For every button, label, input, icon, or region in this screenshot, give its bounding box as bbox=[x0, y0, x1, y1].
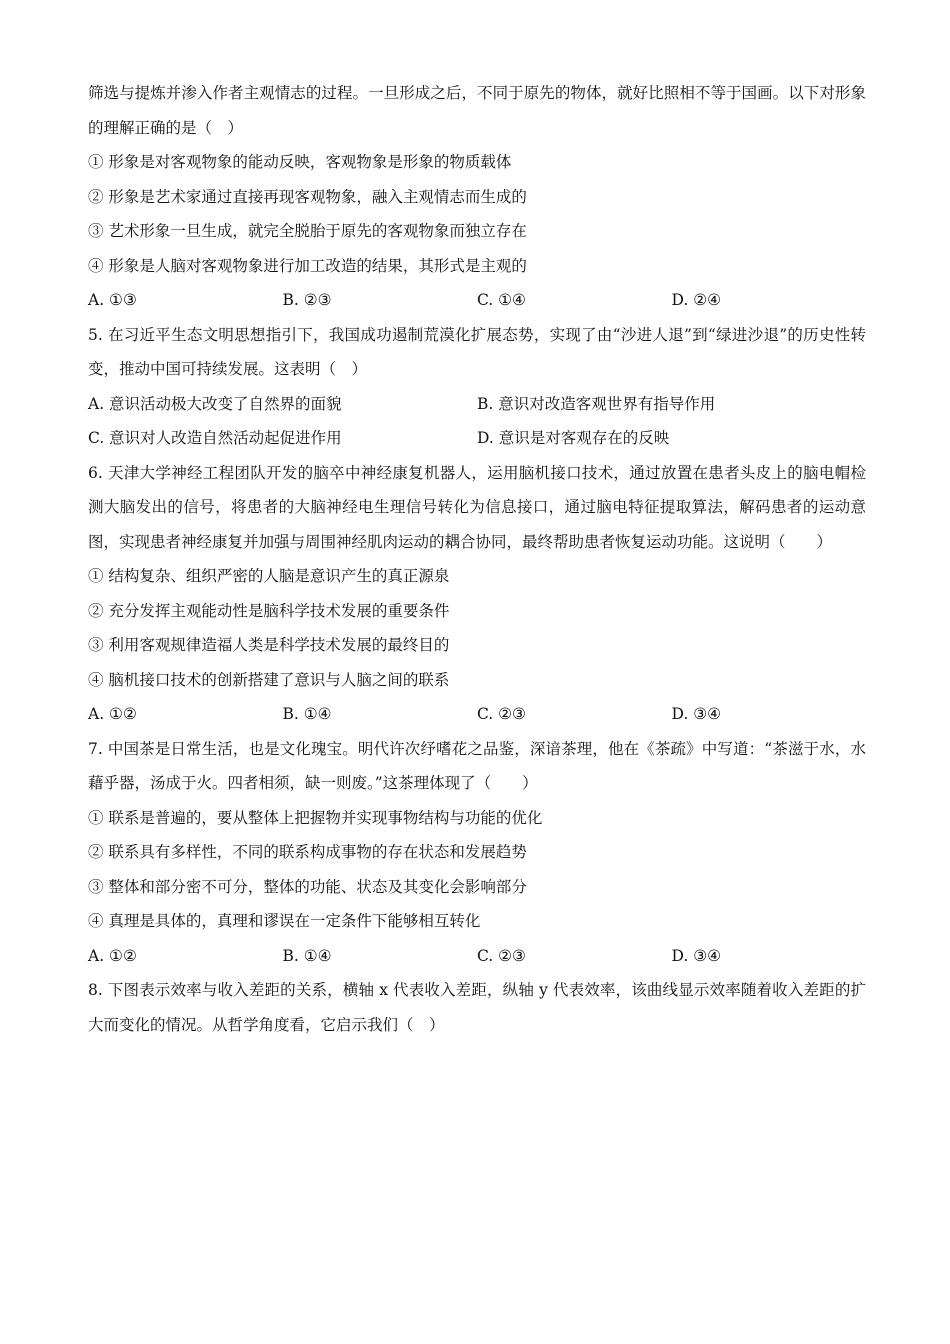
answer-options bbox=[88, 421, 866, 456]
statement-item: ② 充分发挥主观能动性是脑科学技术发展的重要条件 bbox=[88, 601, 450, 620]
statement-item: ④ 真理是具体的，真理和谬误在一定条件下能够相互转化 bbox=[88, 912, 481, 930]
option-a: A. ①② bbox=[88, 705, 137, 723]
statement-item: ① 结构复杂、组织严密的人脑是意识产生的真正源泉 bbox=[88, 567, 450, 585]
answer-options bbox=[88, 697, 866, 732]
option-d: D. 意识是对客观存在的反映 bbox=[477, 429, 670, 447]
answer-options bbox=[88, 387, 866, 422]
question-stem: 6. 天津大学神经工程团队开发的脑卒中神经康复机器人，运用脑机接口技术，通过放置在患者头皮上的脑电帽检测大脑发出的信号，将患者的大脑神经电生理信号转化为信息接口，通过脑电特征提取算法，解码患者的运动意图，实现患者神经康复并加强与周围神经肌肉运动的耦合协同，最终帮助患者恢复运动功能。这说明（ ） bbox=[88, 463, 866, 551]
statement-item: ① 联系是普遍的，要从整体上把握物并实现事物结构与功能的优化 bbox=[88, 808, 543, 827]
question-stem: 7. 中国茶是日常生活，也是文化瑰宝。明代许次纾嗜花之品鉴，深谙茶理，他在《茶疏》中写道：“茶滋于水，水藉乎器，汤成于火。四者相须，缺一则废。”这茶理体现了（ ） bbox=[88, 739, 866, 792]
option-a: A. ①② bbox=[88, 946, 137, 965]
question-7 bbox=[88, 732, 866, 974]
option-a: A. 意识活动极大改变了自然界的面貌 bbox=[88, 394, 342, 413]
document-page bbox=[88, 76, 866, 1042]
question-5 bbox=[88, 318, 866, 456]
answer-options bbox=[88, 283, 866, 318]
option-b: B. ②③ bbox=[282, 291, 332, 309]
option-a: A. ①③ bbox=[88, 291, 137, 309]
option-c: C. 意识对人改造自然活动起促进作用 bbox=[88, 429, 342, 447]
statement-item: ② 形象是艺术家通过直接再现客观物象，融入主观情志而生成的 bbox=[88, 187, 527, 206]
question-stem: 筛选与提炼并渗入作者主观情志的过程。一旦形成之后，不同于原先的物体，就好比照相不等于国画。以下对形象的理解正确的是（ ） bbox=[88, 84, 866, 137]
option-b: B. ①④ bbox=[282, 946, 332, 965]
statement-item: ④ 脑机接口技术的创新搭建了意识与人脑之间的联系 bbox=[88, 670, 450, 689]
option-b: B. ①④ bbox=[282, 705, 332, 723]
statement-item: ③ 艺术形象一旦生成，就完全脱胎于原先的客观物象而独立存在 bbox=[88, 222, 527, 240]
question-6 bbox=[88, 456, 866, 732]
option-c: C. ②③ bbox=[477, 946, 526, 965]
option-d: D. ③④ bbox=[671, 946, 722, 965]
option-b: B. 意识对改造客观世界有指导作用 bbox=[477, 394, 716, 413]
option-d: D. ②④ bbox=[671, 291, 722, 309]
statement-item: ① 形象是对客观物象的能动反映，客观物象是形象的物质载体 bbox=[88, 153, 512, 171]
statement-item: ④ 形象是人脑对客观物象进行加工改造的结果，其形式是主观的 bbox=[88, 256, 527, 275]
statement-item: ② 联系具有多样性，不同的联系构成事物的存在状态和发展趋势 bbox=[88, 843, 527, 861]
question-stem: 8. 下图表示效率与收入差距的关系，横轴 x 代表收入差距，纵轴 y 代表效率，该曲线显示效率随着收入差距的扩大而变化的情况。从哲学角度看，它启示我们（ ） bbox=[88, 981, 866, 1034]
option-c: C. ②③ bbox=[477, 705, 526, 723]
option-c: C. ①④ bbox=[477, 291, 526, 309]
option-d: D. ③④ bbox=[671, 705, 722, 723]
answer-options bbox=[88, 939, 866, 974]
statement-item: ③ 利用客观规律造福人类是科学技术发展的最终目的 bbox=[88, 636, 450, 654]
statement-item: ③ 整体和部分密不可分，整体的功能、状态及其变化会影响部分 bbox=[88, 877, 527, 896]
question-4 bbox=[88, 76, 866, 318]
question-stem: 5. 在习近平生态文明思想指引下，我国成功遏制荒漠化扩展态势，实现了由“沙进人退”到“绿进沙退”的历史性转变，推动中国可持续发展。这表明（ ） bbox=[88, 325, 866, 378]
question-8 bbox=[88, 973, 866, 1042]
